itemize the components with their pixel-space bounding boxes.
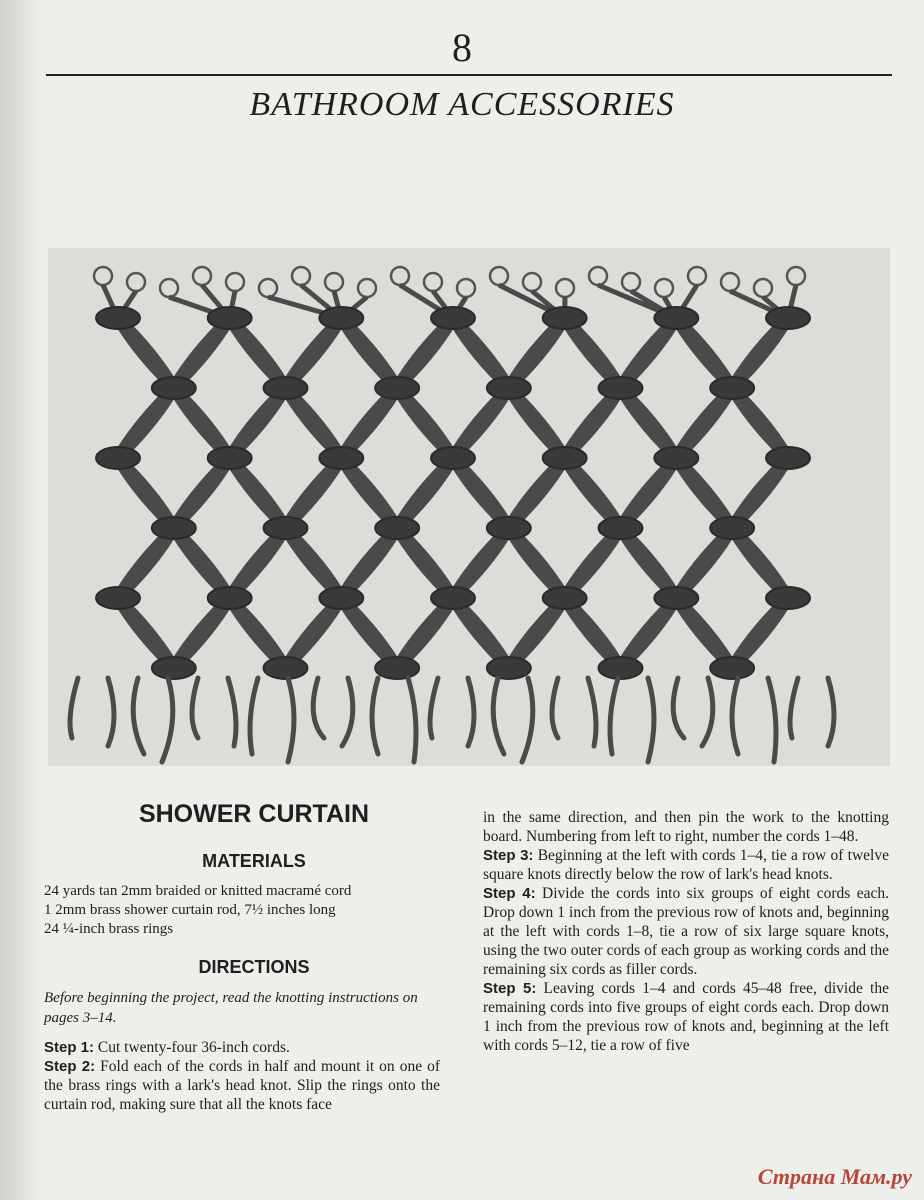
step-continuation: in the same direction, and then pin the work to the knotting board. Numbering from left to right, number the cords 1–48. — [483, 809, 889, 845]
cord-fringe — [408, 678, 416, 762]
square-knot — [264, 517, 308, 539]
square-knot — [654, 447, 698, 469]
directions-heading: DIRECTIONS — [198, 957, 310, 977]
brass-ring — [160, 279, 178, 297]
project-title: SHOWER CURTAIN — [138, 800, 370, 828]
square-knot — [543, 307, 587, 329]
materials-list — [44, 882, 440, 939]
square-knot — [208, 587, 252, 609]
square-knot — [487, 517, 531, 539]
macrame-shower-curtain-photo — [48, 248, 890, 766]
brass-ring — [556, 279, 574, 297]
square-knot — [264, 377, 308, 399]
square-knot — [599, 517, 643, 539]
cord-fringe — [468, 678, 474, 746]
cord-fringe — [732, 678, 738, 754]
brass-ring — [589, 267, 607, 285]
cord-fringe — [588, 678, 596, 746]
page-gutter-shade — [0, 0, 40, 1200]
square-knot — [319, 307, 363, 329]
square-knot — [375, 517, 419, 539]
brass-ring — [688, 267, 706, 285]
brass-ring — [193, 267, 211, 285]
square-knot — [319, 447, 363, 469]
square-knot — [543, 447, 587, 469]
square-knot — [375, 377, 419, 399]
cord-fringe — [552, 678, 558, 738]
brass-ring — [721, 273, 739, 291]
brass-ring — [358, 279, 376, 297]
step-text: Leaving cords 1–4 and cords 45–48 free, divide the remaining cords into five groups of eight cords each. Drop down 1 inch from the previous row of knots and, beginning at the left with cords 5–12, tie a row of five — [483, 980, 889, 1054]
square-knot — [152, 377, 196, 399]
materials-heading: MATERIALS — [202, 851, 306, 871]
square-knot — [208, 447, 252, 469]
cord-fringe — [522, 678, 533, 762]
cord-fringe — [828, 678, 834, 746]
directions-intro: Before beginning the project, read the knotting instructions on pages 3–14. — [44, 990, 418, 1026]
step-label: Step 3: — [483, 847, 534, 864]
cord-fringe — [702, 678, 713, 746]
cord-fringe — [70, 678, 78, 738]
cord-fringe — [648, 678, 654, 762]
step-paragraph — [44, 1057, 440, 1114]
brass-ring — [127, 273, 145, 291]
cord-fringe — [372, 678, 378, 754]
brass-ring — [457, 279, 475, 297]
step-label: Step 4: — [483, 885, 536, 902]
square-knot — [654, 587, 698, 609]
square-knot — [96, 307, 140, 329]
chapter-number: 8 — [452, 25, 472, 70]
watermark-logo: Страна Мам.ру — [757, 1164, 912, 1189]
brass-ring — [424, 273, 442, 291]
cord-fringe — [313, 678, 324, 738]
square-knot — [431, 307, 475, 329]
header-rule — [46, 74, 892, 76]
cord-fringe — [673, 678, 684, 738]
square-knot — [710, 377, 754, 399]
square-knot — [599, 377, 643, 399]
square-knot — [766, 307, 810, 329]
cord-fringe — [288, 678, 294, 762]
cord-fringe — [228, 678, 236, 746]
square-knot — [431, 447, 475, 469]
brass-ring — [325, 273, 343, 291]
step-paragraph — [44, 1038, 440, 1057]
square-knot — [152, 657, 196, 679]
square-knot — [710, 517, 754, 539]
square-knot — [208, 307, 252, 329]
step-label: Step 5: — [483, 980, 537, 997]
step-label: Step 1: — [44, 1039, 95, 1056]
cord-fringe — [610, 678, 618, 754]
brass-ring — [94, 267, 112, 285]
material-item: 24 yards tan 2mm braided or knitted macramé cord — [44, 883, 352, 899]
brass-ring — [490, 267, 508, 285]
step-text: Cut twenty-four 36-inch cords. — [94, 1039, 290, 1056]
square-knot — [487, 657, 531, 679]
square-knot — [710, 657, 754, 679]
step-text: Divide the cords into six groups of eight cords each. Drop down 1 inch from the previous row of knots and, beginning at the left with cords 1–8, tie a row of six large square knots, using the two outer cords of each group as working cords and the remaining six cords as filler cords. — [483, 885, 889, 978]
step-paragraph — [483, 979, 889, 1055]
brass-ring — [259, 279, 277, 297]
right-column — [483, 808, 889, 1055]
brass-ring — [523, 273, 541, 291]
cord-fringe — [162, 678, 173, 762]
step-paragraph — [483, 884, 889, 979]
brass-ring — [787, 267, 805, 285]
square-knot — [375, 657, 419, 679]
square-knot — [264, 657, 308, 679]
brass-ring — [754, 279, 772, 297]
material-item: 1 2mm brass shower curtain rod, 7½ inches long — [44, 902, 336, 918]
cord-fringe — [342, 678, 353, 746]
cord-fringe — [250, 678, 258, 754]
square-knot — [431, 587, 475, 609]
cord-fringe — [768, 678, 776, 762]
chapter-title: BATHROOM ACCESSORIES — [249, 86, 675, 123]
step-text: Beginning at the left with cords 1–4, tie a row of twelve square knots directly below the row of lark's head knots. — [483, 847, 889, 883]
step-label: Step 2: — [44, 1058, 96, 1075]
brass-ring — [292, 267, 310, 285]
cord-fringe — [133, 678, 144, 754]
cord-fringe — [493, 678, 504, 754]
square-knot — [152, 517, 196, 539]
cord-fringe — [108, 678, 114, 746]
cord-fringe — [430, 678, 438, 738]
cord-fringe — [790, 678, 798, 738]
cord-fringe — [192, 678, 198, 738]
brass-ring — [622, 273, 640, 291]
cord-lattice — [114, 318, 792, 668]
square-knot — [543, 587, 587, 609]
brass-ring — [655, 279, 673, 297]
brass-ring — [391, 267, 409, 285]
step-text: Fold each of the cords in half and mount it on one of the brass rings with a lark's head knot. Slip the rings onto the curtain rod, making sure that all the knots face — [44, 1058, 440, 1113]
square-knot — [96, 447, 140, 469]
square-knot — [487, 377, 531, 399]
step-paragraph — [483, 846, 889, 884]
material-item: 24 ¼-inch brass rings — [44, 921, 174, 937]
square-knot — [766, 447, 810, 469]
square-knot — [654, 307, 698, 329]
brass-ring — [226, 273, 244, 291]
square-knot — [96, 587, 140, 609]
square-knot — [599, 657, 643, 679]
square-knot — [319, 587, 363, 609]
left-column — [44, 800, 440, 1114]
square-knot — [766, 587, 810, 609]
